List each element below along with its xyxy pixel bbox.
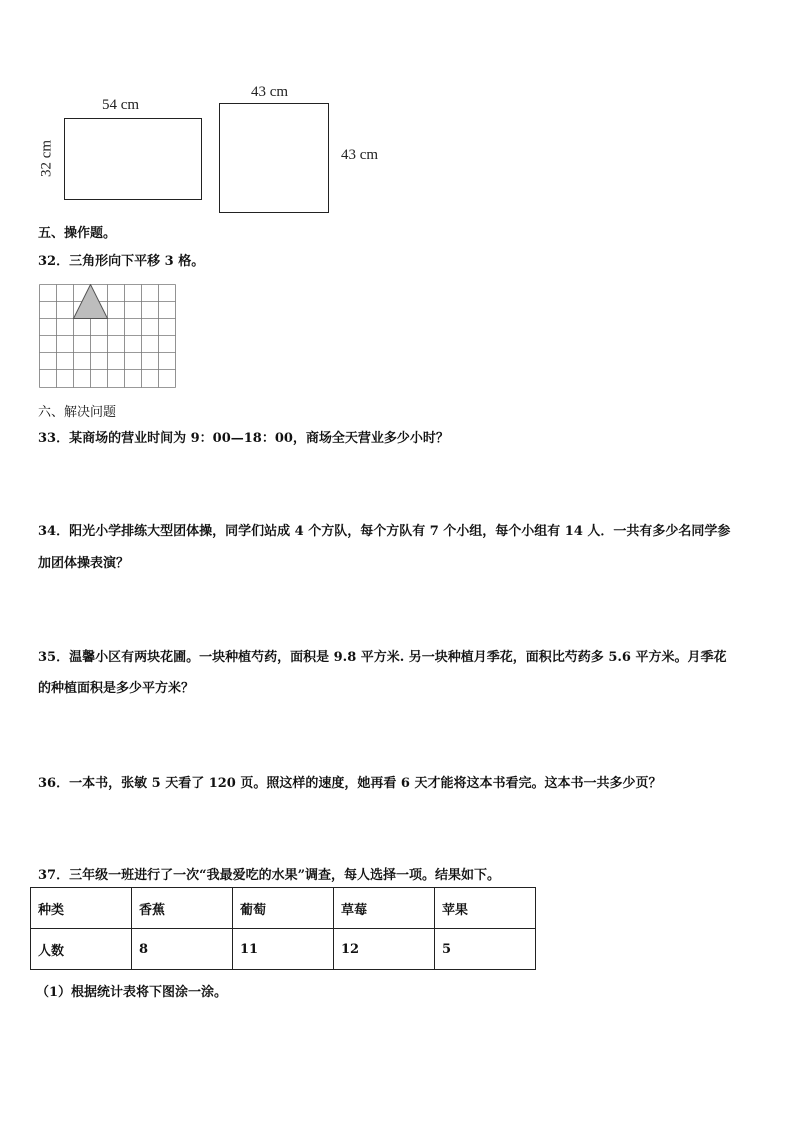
rect1-width-label: 54 cm — [102, 97, 140, 113]
table-cell: 12 — [334, 929, 435, 970]
square-43 — [219, 103, 329, 213]
rect1-height-label: 32 cm — [38, 139, 55, 178]
table-cell: 葡萄 — [233, 888, 334, 929]
table-cell: 草莓 — [334, 888, 435, 929]
section-six-title: 六、解决问题 — [38, 405, 117, 420]
question-35-line2: 的种植面积是多少平方米？ — [38, 681, 195, 696]
table-cell: 5 — [435, 929, 536, 970]
table-row — [31, 929, 536, 970]
question-35-line1: 35．温馨小区有两块花圃。一块种植芍药，面积是 9.8 平方米. 另一块种植月季花，面积比芍药多 5.6 平方米。月季花 — [38, 650, 727, 665]
table-cell: 11 — [233, 929, 334, 970]
question-34-line2: 加团体操表演？ — [38, 556, 130, 571]
question-33: 33．某商场的营业时间为 9：00—18：00，商场全天营业多少小时？ — [38, 431, 449, 446]
rectangle-54x32 — [64, 118, 202, 200]
table-cell: 苹果 — [435, 888, 536, 929]
question-32: 32．三角形向下平移 3 格。 — [38, 254, 205, 269]
question-34-line1: 34．阳光小学排练大型团体操，同学们站成 4 个方队，每个方队有 7 个小组，每个小组有 14 人．一共有多少名同学参 — [38, 524, 731, 539]
rect2-width-label: 43 cm — [251, 84, 289, 100]
table-header-row — [31, 888, 536, 929]
table-cell: 香蕉 — [132, 888, 233, 929]
question-36: 36．一本书，张敏 5 天看了 120 页。照这样的速度，她再看 6 天才能将这本书看完。这本书一共多少页？ — [38, 776, 662, 791]
question-37: 37．三年级一班进行了一次“我最爱吃的水果”调查，每人选择一项。结果如下。 — [38, 868, 501, 883]
table-cell: 8 — [132, 929, 233, 970]
section-five-title: 五、操作题。 — [38, 226, 117, 241]
table-cell: 人数 — [31, 929, 132, 970]
rect2-height-label: 43 cm — [341, 147, 379, 163]
fruit-survey-table — [30, 887, 536, 970]
question-37-sub1: （1）根据统计表将下图涂一涂。 — [36, 985, 228, 1000]
translation-grid — [39, 284, 176, 388]
table-cell: 种类 — [31, 888, 132, 929]
